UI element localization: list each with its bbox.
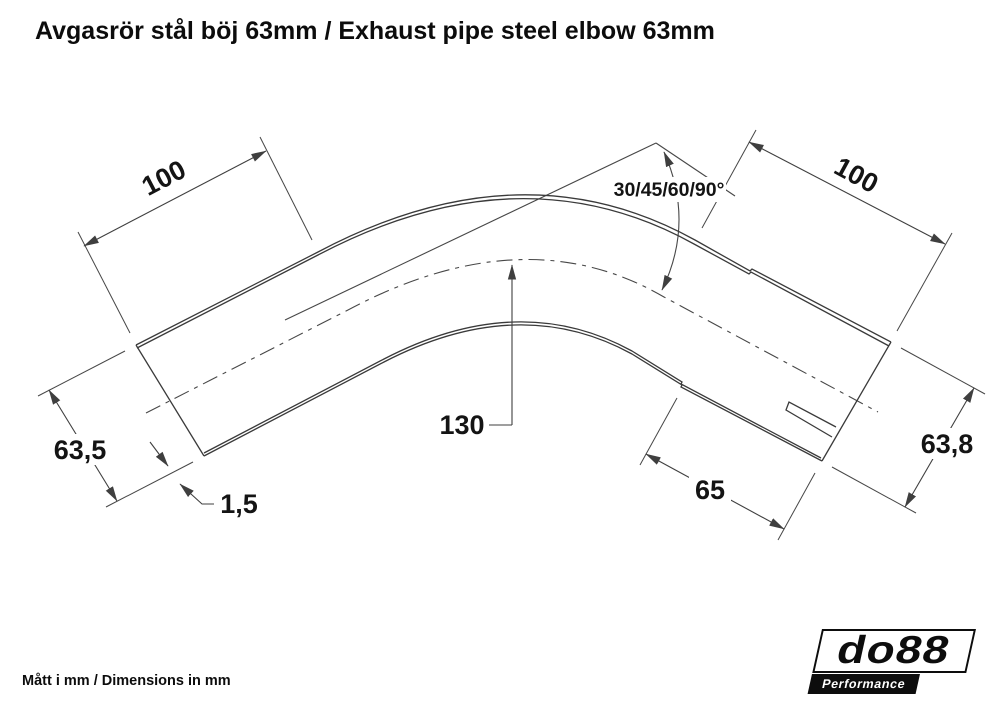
logo-brand-text: do88 bbox=[833, 629, 956, 672]
pipe-end-slot bbox=[786, 402, 836, 437]
label-backings bbox=[46, 177, 983, 505]
pipe-outline bbox=[136, 195, 891, 461]
label-right-diameter: 63,8 bbox=[920, 429, 974, 459]
label-wall-thickness: 1,5 bbox=[220, 489, 258, 519]
pipe-bottom-outer-edge bbox=[204, 325, 822, 461]
angle-arc bbox=[662, 152, 679, 290]
logo-tagline-text: Performance bbox=[820, 677, 907, 691]
angle-vertex-line bbox=[285, 143, 656, 320]
label-left-length: 100 bbox=[136, 154, 191, 202]
logo-tagline-bar bbox=[808, 674, 920, 694]
logo-frame bbox=[812, 629, 976, 673]
label-bend-angle: 30/45/60/90° bbox=[613, 179, 725, 201]
label-right-length: 100 bbox=[829, 151, 884, 200]
label-center-height: 130 bbox=[439, 410, 485, 440]
pipe-right-end-face bbox=[822, 342, 891, 461]
page-title: Avgasrör stål böj 63mm / Exhaust pipe steel elbow 63mm bbox=[35, 17, 715, 45]
leader-wall-thickness-b bbox=[180, 484, 214, 504]
do88-logo bbox=[806, 626, 996, 701]
dimensions-note: Mått i mm / Dimensions in mm bbox=[22, 673, 231, 689]
pipe-left-end-face bbox=[136, 345, 204, 456]
dimension-lines bbox=[49, 142, 974, 529]
leader-wall-thickness-a bbox=[150, 442, 168, 466]
angle-construction-lines bbox=[285, 143, 735, 320]
label-left-diameter: 63,5 bbox=[53, 435, 107, 465]
label-expanded-length: 65 bbox=[694, 475, 726, 505]
